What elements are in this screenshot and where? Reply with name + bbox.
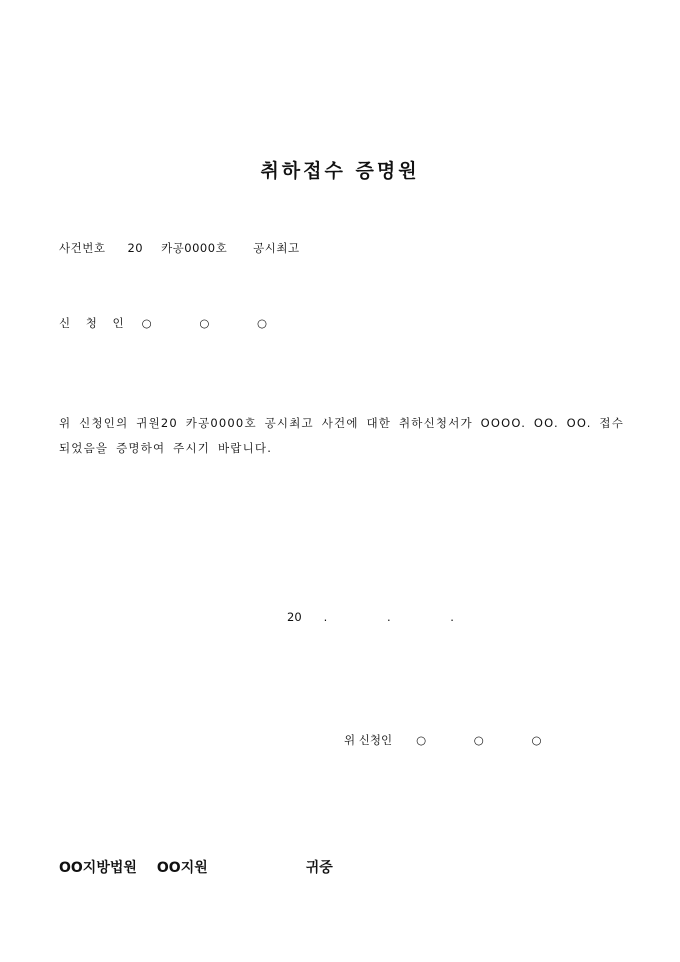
- court-branch: OO지원: [156, 860, 208, 876]
- case-number-label: 사건번호: [59, 241, 106, 255]
- date-line: [287, 610, 482, 624]
- signer-line: [344, 732, 564, 748]
- case-year: 20: [127, 241, 144, 255]
- case-type: 공시최고: [253, 241, 300, 255]
- court-addressee: [59, 857, 333, 877]
- document-title: 취하접수 증명원: [260, 160, 420, 182]
- honorific: 귀중: [305, 860, 333, 876]
- signer-label: 위 신청인: [344, 733, 393, 747]
- applicant-label: 신 청 인: [59, 316, 130, 330]
- signer-name: ○ ○ ○: [416, 733, 564, 747]
- applicant-name: ○ ○ ○: [141, 316, 290, 330]
- date-year: 20: [287, 610, 302, 624]
- case-number-line: [59, 240, 300, 256]
- body-paragraph: 위 신청인의 귀원20 카공0000호 공시최고 사건에 대한 취하신청서가 OOOO. OO. OO. 접수 되었음을 증명하여 주시기 바랍니다.: [59, 416, 625, 455]
- court-name: OO지방법원: [59, 860, 137, 876]
- date-dots: . . .: [323, 610, 482, 624]
- applicant-line: [59, 315, 289, 331]
- case-number: 카공0000호: [161, 241, 228, 255]
